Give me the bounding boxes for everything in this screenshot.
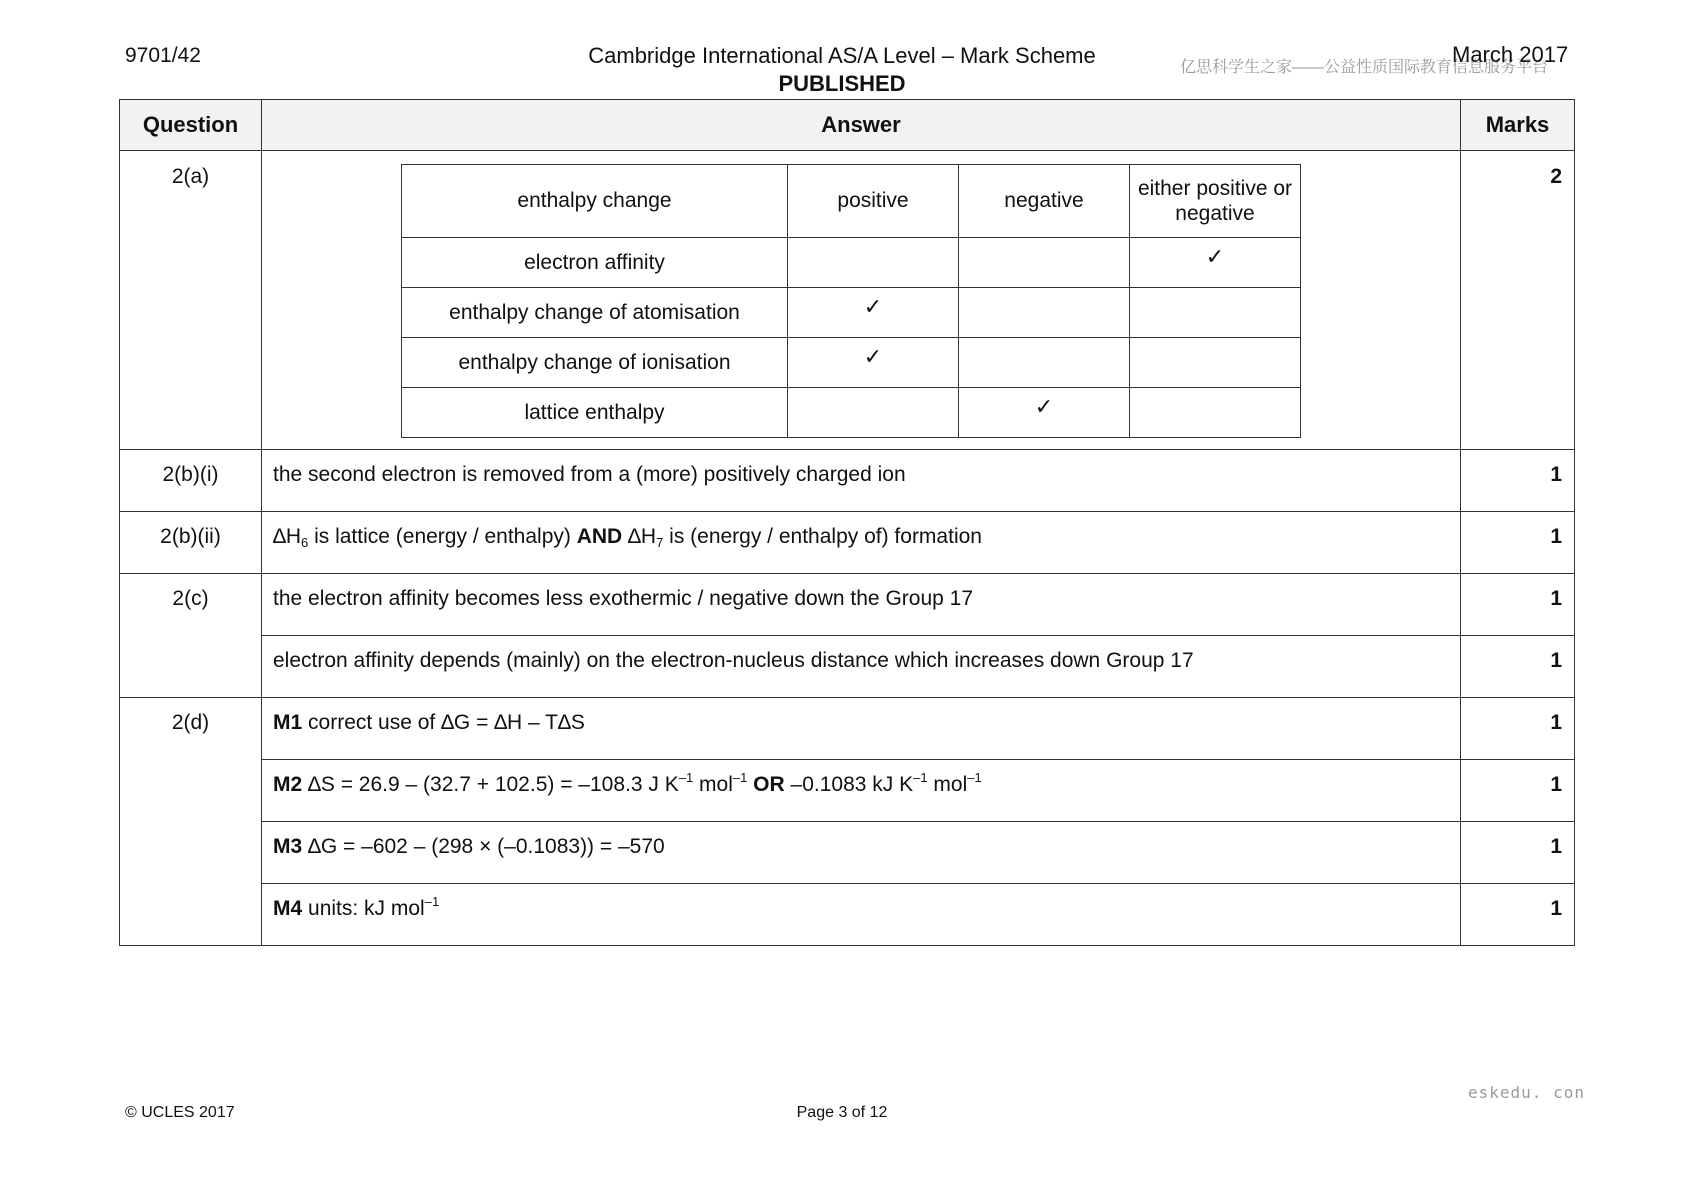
answer-header: Answer [262, 100, 1461, 151]
tick-mark: ✓ [863, 343, 883, 369]
enthalpy-label: electron affinity [402, 238, 788, 288]
inner-header-cell: enthalpy change [402, 165, 788, 238]
marks-value: 1 [1461, 884, 1575, 946]
tick-mark: ✓ [863, 293, 883, 319]
question-number: 2(d) [120, 698, 262, 946]
answer-text: electron affinity depends (mainly) on the electron-nucleus distance which increases down Group 17 [262, 636, 1461, 698]
answer-text: M3 ∆G = –602 – (298 × (–0.1083)) = –570 [262, 822, 1461, 884]
watermark-text: 亿思科学生之家——公益性质国际教育信息服务平台 [1180, 59, 1549, 76]
answer-text: M1 correct use of ∆G = ∆H – T∆S [262, 698, 1461, 760]
table-row [120, 884, 1575, 946]
tick-mark: ✓ [1205, 243, 1225, 269]
published-label: PUBLISHED [778, 71, 906, 96]
table-row [120, 574, 1575, 636]
answer-text: M2 ∆S = 26.9 – (32.7 + 102.5) = –108.3 J $K^{-1}$ mol$^{-1}$ OR –0.1083 kJ $K^{-1}$ mol$^{-1}$ [262, 760, 1461, 822]
question-number: 2(b)(ii) [120, 512, 262, 574]
answer-text: M4 units: kJ mol$^{-1}$ [262, 884, 1461, 946]
table-header-row [120, 100, 1575, 151]
answer-text: the electron affinity becomes less exothermic / negative down the Group 17 [262, 574, 1461, 636]
inner-row [402, 288, 1301, 338]
exam-date: March 2017 [1452, 42, 1569, 67]
paper-code: 9701/42 [125, 44, 201, 67]
question-header: Question [120, 100, 262, 151]
question-number: 2(b)(i) [120, 450, 262, 512]
inner-row [402, 238, 1301, 288]
title-line: Cambridge International AS/A Level – Mark Scheme [588, 43, 1096, 68]
table-row [120, 450, 1575, 512]
inner-row [402, 338, 1301, 388]
question-number: 2(a) [120, 151, 262, 450]
mark-scheme-table [119, 99, 1575, 946]
marks-value: 2 [1461, 151, 1575, 450]
copyright: © UCLES 2017 [125, 1104, 235, 1121]
inner-header-row [402, 165, 1301, 238]
table-row [120, 512, 1575, 574]
answer-text: $\Delta H_6$ is lattice (energy / enthalpy) AND $\Delta H_7$ is (energy / enthalpy of) formation [262, 512, 1461, 574]
footer-watermark: eskedu. con [1468, 1083, 1585, 1102]
marks-value: 1 [1461, 822, 1575, 884]
table-row [120, 760, 1575, 822]
tick-mark: ✓ [1034, 393, 1054, 419]
enthalpy-label: enthalpy change of ionisation [402, 338, 788, 388]
enthalpy-label: lattice enthalpy [402, 388, 788, 438]
inner-header-cell: either positive or negative [1130, 165, 1301, 238]
answer-cell [262, 151, 1461, 450]
marks-value: 1 [1461, 636, 1575, 698]
question-number: 2(c) [120, 574, 262, 698]
enthalpy-sign-table [401, 164, 1301, 438]
table-row [120, 698, 1575, 760]
marks-value: 1 [1461, 760, 1575, 822]
inner-header-cell: positive [788, 165, 959, 238]
marks-value: 1 [1461, 698, 1575, 760]
table-row [120, 822, 1575, 884]
page-number: Page 3 of 12 [796, 1104, 888, 1121]
inner-row [402, 388, 1301, 438]
marks-header: Marks [1461, 100, 1575, 151]
table-row [120, 151, 1575, 450]
inner-header-cell: negative [959, 165, 1130, 238]
table-row [120, 636, 1575, 698]
marks-value: 1 [1461, 450, 1575, 512]
marks-value: 1 [1461, 512, 1575, 574]
answer-text: the second electron is removed from a (more) positively charged ion [262, 450, 1461, 512]
marks-value: 1 [1461, 574, 1575, 636]
enthalpy-label: enthalpy change of atomisation [402, 288, 788, 338]
